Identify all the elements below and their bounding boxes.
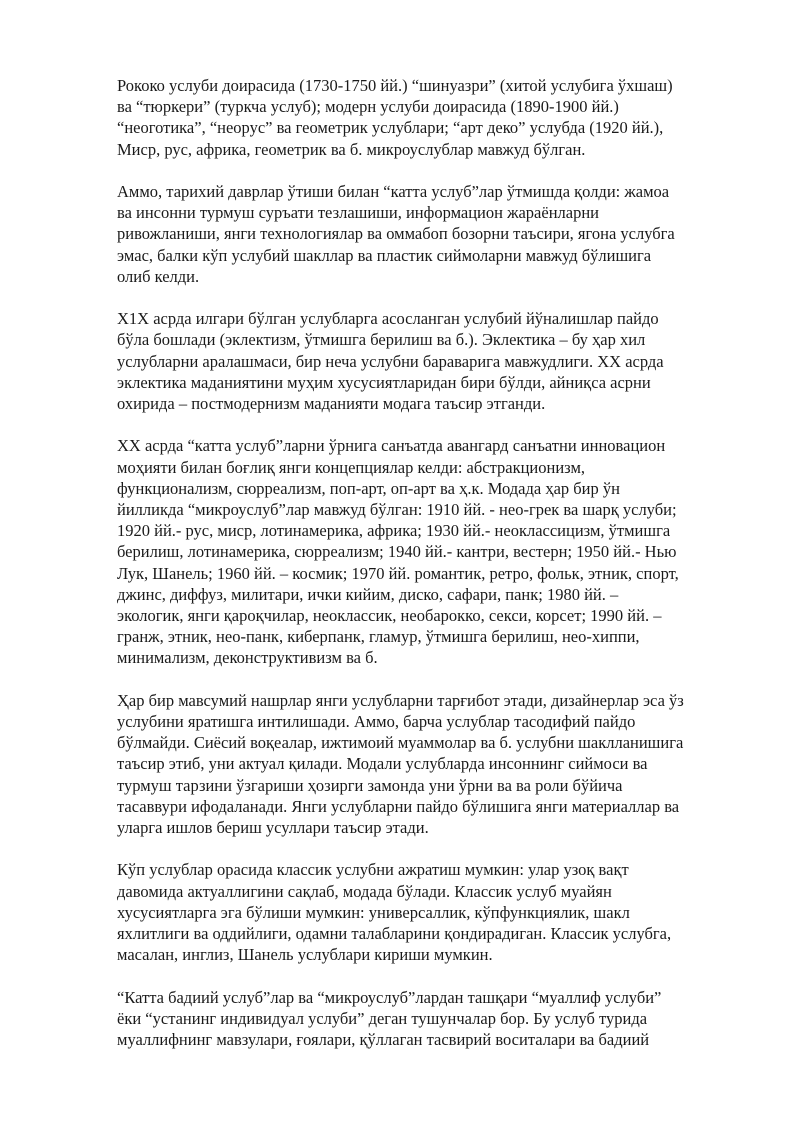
text-line: Рококо услуби доирасида (1730-1750 йй.) “шинуазри” (хитой услубига ўхшаш) <box>117 76 673 95</box>
text-line: хусусиятларга эга бўлиши мумкин: универсаллик, кўпфункциялик, шакл <box>117 902 630 922</box>
text-line: минимализм, деконструктивизм ва б. <box>117 648 378 668</box>
text-line: уларга ишлов бериш усуллари таъсир этади. <box>117 818 429 838</box>
text-line: ва “тюркери” (туркча услуб); модерн услуби доирасида (1890-1900 йй.) <box>117 97 619 117</box>
text-line: таъсир этиб, уни актуал қилади. Модали услубларда инсоннинг сиймоси ва <box>117 754 648 774</box>
text-line: давомида актуаллигини сақлаб, модада бўлади. Классик услуб муайян <box>117 881 612 901</box>
text-line: джинс, диффуз, милитари, ички кийим, диско, сафари, панк; 1980 йй. – <box>117 584 619 604</box>
text-line: ёки “устанинг индивидуал услуби” деган тушунчалар бор. Бу услуб турида <box>117 1008 648 1028</box>
text-line: “неоготика”, “неорус” ва геометрик услублари; “арт деко” услубда (1920 йй.), <box>117 118 664 138</box>
paragraph <box>117 435 757 668</box>
text-line: Аммо, тарихий даврлар ўтиши билан “катта услуб”лар ўтмишда қолди: жамоа <box>117 182 670 201</box>
text-line: Ҳар бир мавсумий нашрлар янги услубларни тарғибот этади, дизайнерлар эса ўз <box>117 690 684 710</box>
paragraph <box>117 987 757 1051</box>
text-line: турмуш тарзини ўзгариши ҳозирги замонда уни ўрни ва ва роли бўйича <box>117 775 623 795</box>
text-line: функционализм, сюрреализм, поп-арт, оп-арт ва ҳ.к. Модада ҳар бир ўн <box>117 478 620 498</box>
text-line: берилиш, лотинамерика, сюрреализм; 1940 йй.- кантри, вестерн; 1950 йй.- Нью <box>117 542 677 562</box>
text-line: услубини яратишга интилишади. Аммо, барча услублар тасодифий пайдо <box>117 712 636 732</box>
text-line: Кўп услублар орасида классик услубни ажратиш мумкин: улар узоқ вақт <box>117 860 629 880</box>
paragraph <box>117 690 757 838</box>
text-line: услубларни аралашмаси, бир неча услубни бараваригa мавжудлиги. ХХ асрда <box>117 351 664 371</box>
text-line: бўлмайди. Сиёсий воқеалар, ижтимоий муаммолар ва б. услубни шаклланишига <box>117 733 684 753</box>
paragraph <box>117 75 757 160</box>
text-line: 1920 йй.- рус, миср, лотинамерика, африка; 1930 йй.- неоклассицизм, ўтмишга <box>117 521 671 541</box>
text-line: олиб келди. <box>117 266 200 286</box>
text-line: эмас, балки кўп услубий шакллар ва пластик сиймоларни мавжуд бўлишига <box>117 245 652 265</box>
text-line: ХХ асрда “катта услуб”ларни ўрнига санъатда авангард санъатни инновацион <box>117 436 666 456</box>
text-line: ривожланиши, янги технологиялар ва оммабоп бозорни таъсири, ягона услубга <box>117 224 675 244</box>
text-line: муаллифнинг мавзулари, ғоялари, қўллаган тасвирий воситалари ва бадиий <box>117 1030 650 1050</box>
text-line: йилликда “микроуслуб”лар мавжуд бўлган: 1910 йй. - нео-грек ва шарқ услуби; <box>117 500 677 520</box>
text-line: Х1Х асрда илгари бўлган услубларга асосланган услубий йўналишлар пайдо <box>117 309 659 329</box>
text-line: бўла бошлади (эклектизм, ўтмишга берилиш ва б.). Эклектика – бу ҳар хил <box>117 330 646 350</box>
text-line: ва инсонни турмуш суръати тезлашиши, информацион жараёнларни <box>117 203 600 223</box>
text-line: эклектика маданиятини муҳим хусусиятларидан бири бўлди, айниқса асрни <box>117 372 651 392</box>
text-line: охирида – постмодернизм маданияти модага таъсир этганди. <box>117 394 546 414</box>
text-line: экологик, янги қароқчилар, неоклассик, необарокко, секси, корсет; 1990 йй. – <box>117 606 662 626</box>
text-line: тасаввури ифодаланади. Янги услубларни пайдо бўлишига янги материаллар ва <box>117 796 680 816</box>
paragraph <box>117 181 757 287</box>
text-line: Лук, Шанель; 1960 йй. – космик; 1970 йй. романтик, ретро, фольк, этник, спорт, <box>117 563 679 583</box>
document-body <box>117 75 757 1071</box>
text-line: гранж, этник, нео-панк, киберпанк, гламур, ўтмишга берилиш, нео-хиппи, <box>117 627 640 647</box>
text-line: Миср, рус, африка, геометрик ва б. микроуслублар мавжуд бўлган. <box>117 139 586 159</box>
paragraph <box>117 308 757 414</box>
text-line: моҳияти билан боғлиқ янги концепциялар келди: абстракционизм, <box>117 457 586 477</box>
paragraph <box>117 859 757 965</box>
text-line: масалан, инглиз, Шанель услублари кириши мумкин. <box>117 945 493 965</box>
text-line: яхлитлиги ва оддийлиги, одамни талабларини қондирадиган. Классик услубга, <box>117 924 672 944</box>
text-line: “Катта бадиий услуб”лар ва “микроуслуб”лардан ташқари “муаллиф услуби” <box>117 987 662 1007</box>
